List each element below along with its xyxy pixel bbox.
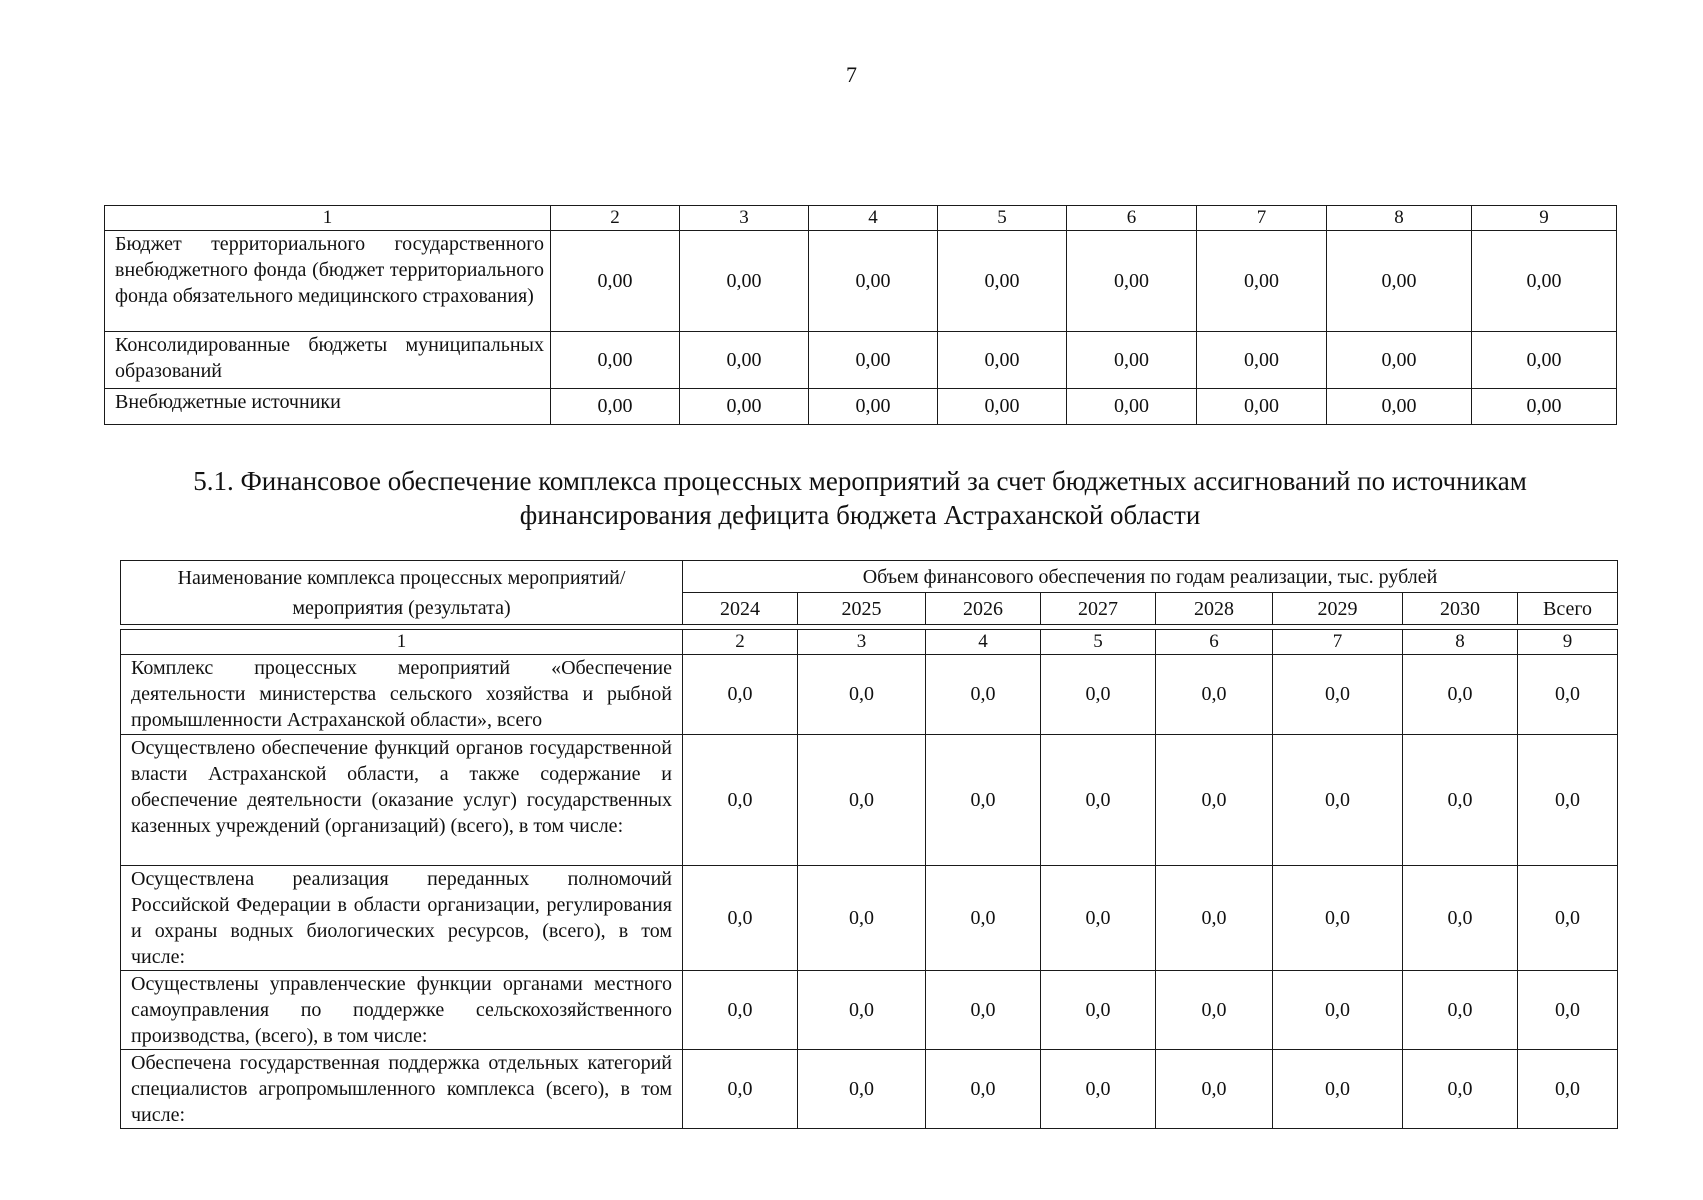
cell-value: 0,0 — [1156, 655, 1273, 735]
cell-value: 0,0 — [926, 1050, 1041, 1129]
column-number: 3 — [798, 630, 926, 655]
cell-value: 0,00 — [551, 231, 680, 332]
table-row — [105, 332, 1617, 389]
column-number: 7 — [1197, 206, 1327, 231]
cell-value: 0,0 — [683, 866, 798, 971]
cell-value: 0,0 — [798, 735, 926, 866]
column-number: 8 — [1327, 206, 1472, 231]
cell-value: 0,00 — [1067, 389, 1197, 425]
column-number: 9 — [1472, 206, 1617, 231]
column-number: 2 — [683, 630, 798, 655]
column-number: 8 — [1403, 630, 1518, 655]
cell-value: 0,0 — [1273, 655, 1403, 735]
year-header: 2027 — [1041, 593, 1156, 625]
cell-value: 0,00 — [809, 332, 938, 389]
cell-value: 0,0 — [1156, 1050, 1273, 1129]
cell-value: 0,0 — [1041, 1050, 1156, 1129]
row-label: Осуществлена реализация переданных полномочий Российской Федерации в области организации, регулирования и охраны водных биологических ресурсов, (всего), в том числе: — [121, 866, 683, 971]
column-number: 5 — [1041, 630, 1156, 655]
column-number: 4 — [926, 630, 1041, 655]
year-header: 2029 — [1273, 593, 1403, 625]
cell-value: 0,00 — [1067, 332, 1197, 389]
cell-value: 0,00 — [1197, 231, 1327, 332]
table-row — [121, 971, 1618, 1050]
table-row — [121, 1050, 1618, 1129]
cell-value: 0,0 — [1156, 971, 1273, 1050]
total-header: Всего — [1518, 593, 1618, 625]
cell-value: 0,0 — [1518, 971, 1618, 1050]
year-header: 2030 — [1403, 593, 1518, 625]
cell-value: 0,00 — [551, 389, 680, 425]
cell-value: 0,00 — [938, 332, 1067, 389]
cell-value: 0,00 — [1472, 389, 1617, 425]
cell-value: 0,00 — [1197, 332, 1327, 389]
year-header: 2025 — [798, 593, 926, 625]
section-heading: 5.1. Финансовое обеспечение комплекса процессных мероприятий за счет бюджетных ассигнований по источникам финансирования дефицита бюджета Астраханской области — [193, 466, 1527, 530]
cell-value: 0,00 — [680, 231, 809, 332]
cell-value: 0,00 — [809, 231, 938, 332]
cell-value: 0,0 — [1041, 971, 1156, 1050]
row-label: Осуществлено обеспечение функций органов государственной власти Астраханской области, а также содержание и обеспечение деятельности (оказание услуг) государственных казенных учреждений (организаций) (всего), в том числе: — [121, 735, 683, 866]
cell-value: 0,0 — [798, 971, 926, 1050]
name-column-header: Наименование комплекса процессных мероприятий/ мероприятия (результата) — [121, 561, 683, 625]
cell-value: 0,0 — [1403, 735, 1518, 866]
cell-value: 0,0 — [1273, 866, 1403, 971]
cell-value: 0,0 — [1273, 1050, 1403, 1129]
table-header-row — [121, 561, 1618, 593]
column-number: 3 — [680, 206, 809, 231]
funding-sources-table — [104, 205, 1617, 425]
cell-value: 0,00 — [1472, 332, 1617, 389]
cell-value: 0,0 — [683, 1050, 798, 1129]
row-label: Консолидированные бюджеты муниципальных образований — [105, 332, 551, 389]
cell-value: 0,0 — [798, 655, 926, 735]
column-number: 6 — [1156, 630, 1273, 655]
cell-value: 0,0 — [1041, 655, 1156, 735]
column-number: 4 — [809, 206, 938, 231]
cell-value: 0,00 — [1327, 332, 1472, 389]
cell-value: 0,0 — [1403, 1050, 1518, 1129]
column-number: 9 — [1518, 630, 1618, 655]
cell-value: 0,00 — [680, 332, 809, 389]
cell-value: 0,0 — [683, 655, 798, 735]
cell-value: 0,00 — [1067, 231, 1197, 332]
column-number: 5 — [938, 206, 1067, 231]
cell-value: 0,0 — [1156, 866, 1273, 971]
cell-value: 0,0 — [1403, 971, 1518, 1050]
cell-value: 0,0 — [1273, 971, 1403, 1050]
column-number: 1 — [105, 206, 551, 231]
cell-value: 0,0 — [1403, 655, 1518, 735]
column-number: 6 — [1067, 206, 1197, 231]
cell-value: 0,00 — [938, 389, 1067, 425]
cell-value: 0,0 — [683, 735, 798, 866]
year-header: 2024 — [683, 593, 798, 625]
cell-value: 0,0 — [683, 971, 798, 1050]
cell-value: 0,0 — [1403, 866, 1518, 971]
cell-value: 0,00 — [551, 332, 680, 389]
table-row — [121, 735, 1618, 866]
table-row — [121, 655, 1618, 735]
year-header: 2026 — [926, 593, 1041, 625]
column-number-row — [105, 206, 1617, 231]
cell-value: 0,0 — [926, 735, 1041, 866]
cell-value: 0,00 — [1327, 231, 1472, 332]
cell-value: 0,00 — [1472, 231, 1617, 332]
cell-value: 0,00 — [1197, 389, 1327, 425]
row-label: Осуществлены управленческие функции органами местного самоуправления по поддержке сельскохозяйственного производства, (всего), в том числе: — [121, 971, 683, 1050]
cell-value: 0,00 — [1327, 389, 1472, 425]
cell-value: 0,0 — [926, 655, 1041, 735]
column-number: 7 — [1273, 630, 1403, 655]
column-number: 1 — [121, 630, 683, 655]
cell-value: 0,00 — [680, 389, 809, 425]
table-row — [105, 231, 1617, 332]
row-label: Бюджет территориального государственного внебюджетного фонда (бюджет территориального фонда обязательного медицинского страхования) — [105, 231, 551, 332]
cell-value: 0,0 — [1518, 735, 1618, 866]
cell-value: 0,00 — [809, 389, 938, 425]
row-label: Внебюджетные источники — [105, 389, 551, 425]
cell-value: 0,0 — [1518, 866, 1618, 971]
volume-column-header: Объем финансового обеспечения по годам реализации, тыс. рублей — [683, 561, 1618, 593]
cell-value: 0,0 — [926, 866, 1041, 971]
process-measures-table — [120, 560, 1618, 1129]
table-row — [105, 389, 1617, 425]
page-number: 7 — [846, 62, 857, 87]
cell-value: 0,00 — [938, 231, 1067, 332]
cell-value: 0,0 — [1156, 735, 1273, 866]
cell-value: 0,0 — [798, 1050, 926, 1129]
column-number-row — [121, 630, 1618, 655]
cell-value: 0,0 — [1041, 866, 1156, 971]
cell-value: 0,0 — [798, 866, 926, 971]
year-header: 2028 — [1156, 593, 1273, 625]
table-row — [121, 866, 1618, 971]
cell-value: 0,0 — [1518, 655, 1618, 735]
row-label: Комплекс процессных мероприятий «Обеспечение деятельности министерства сельского хозяйства и рыбной промышленности Астраханской области», всего — [121, 655, 683, 735]
cell-value: 0,0 — [1041, 735, 1156, 866]
cell-value: 0,0 — [1518, 1050, 1618, 1129]
cell-value: 0,0 — [926, 971, 1041, 1050]
column-number: 2 — [551, 206, 680, 231]
row-label: Обеспечена государственная поддержка отдельных категорий специалистов агропромышленного комплекса (всего), в том числе: — [121, 1050, 683, 1129]
cell-value: 0,0 — [1273, 735, 1403, 866]
